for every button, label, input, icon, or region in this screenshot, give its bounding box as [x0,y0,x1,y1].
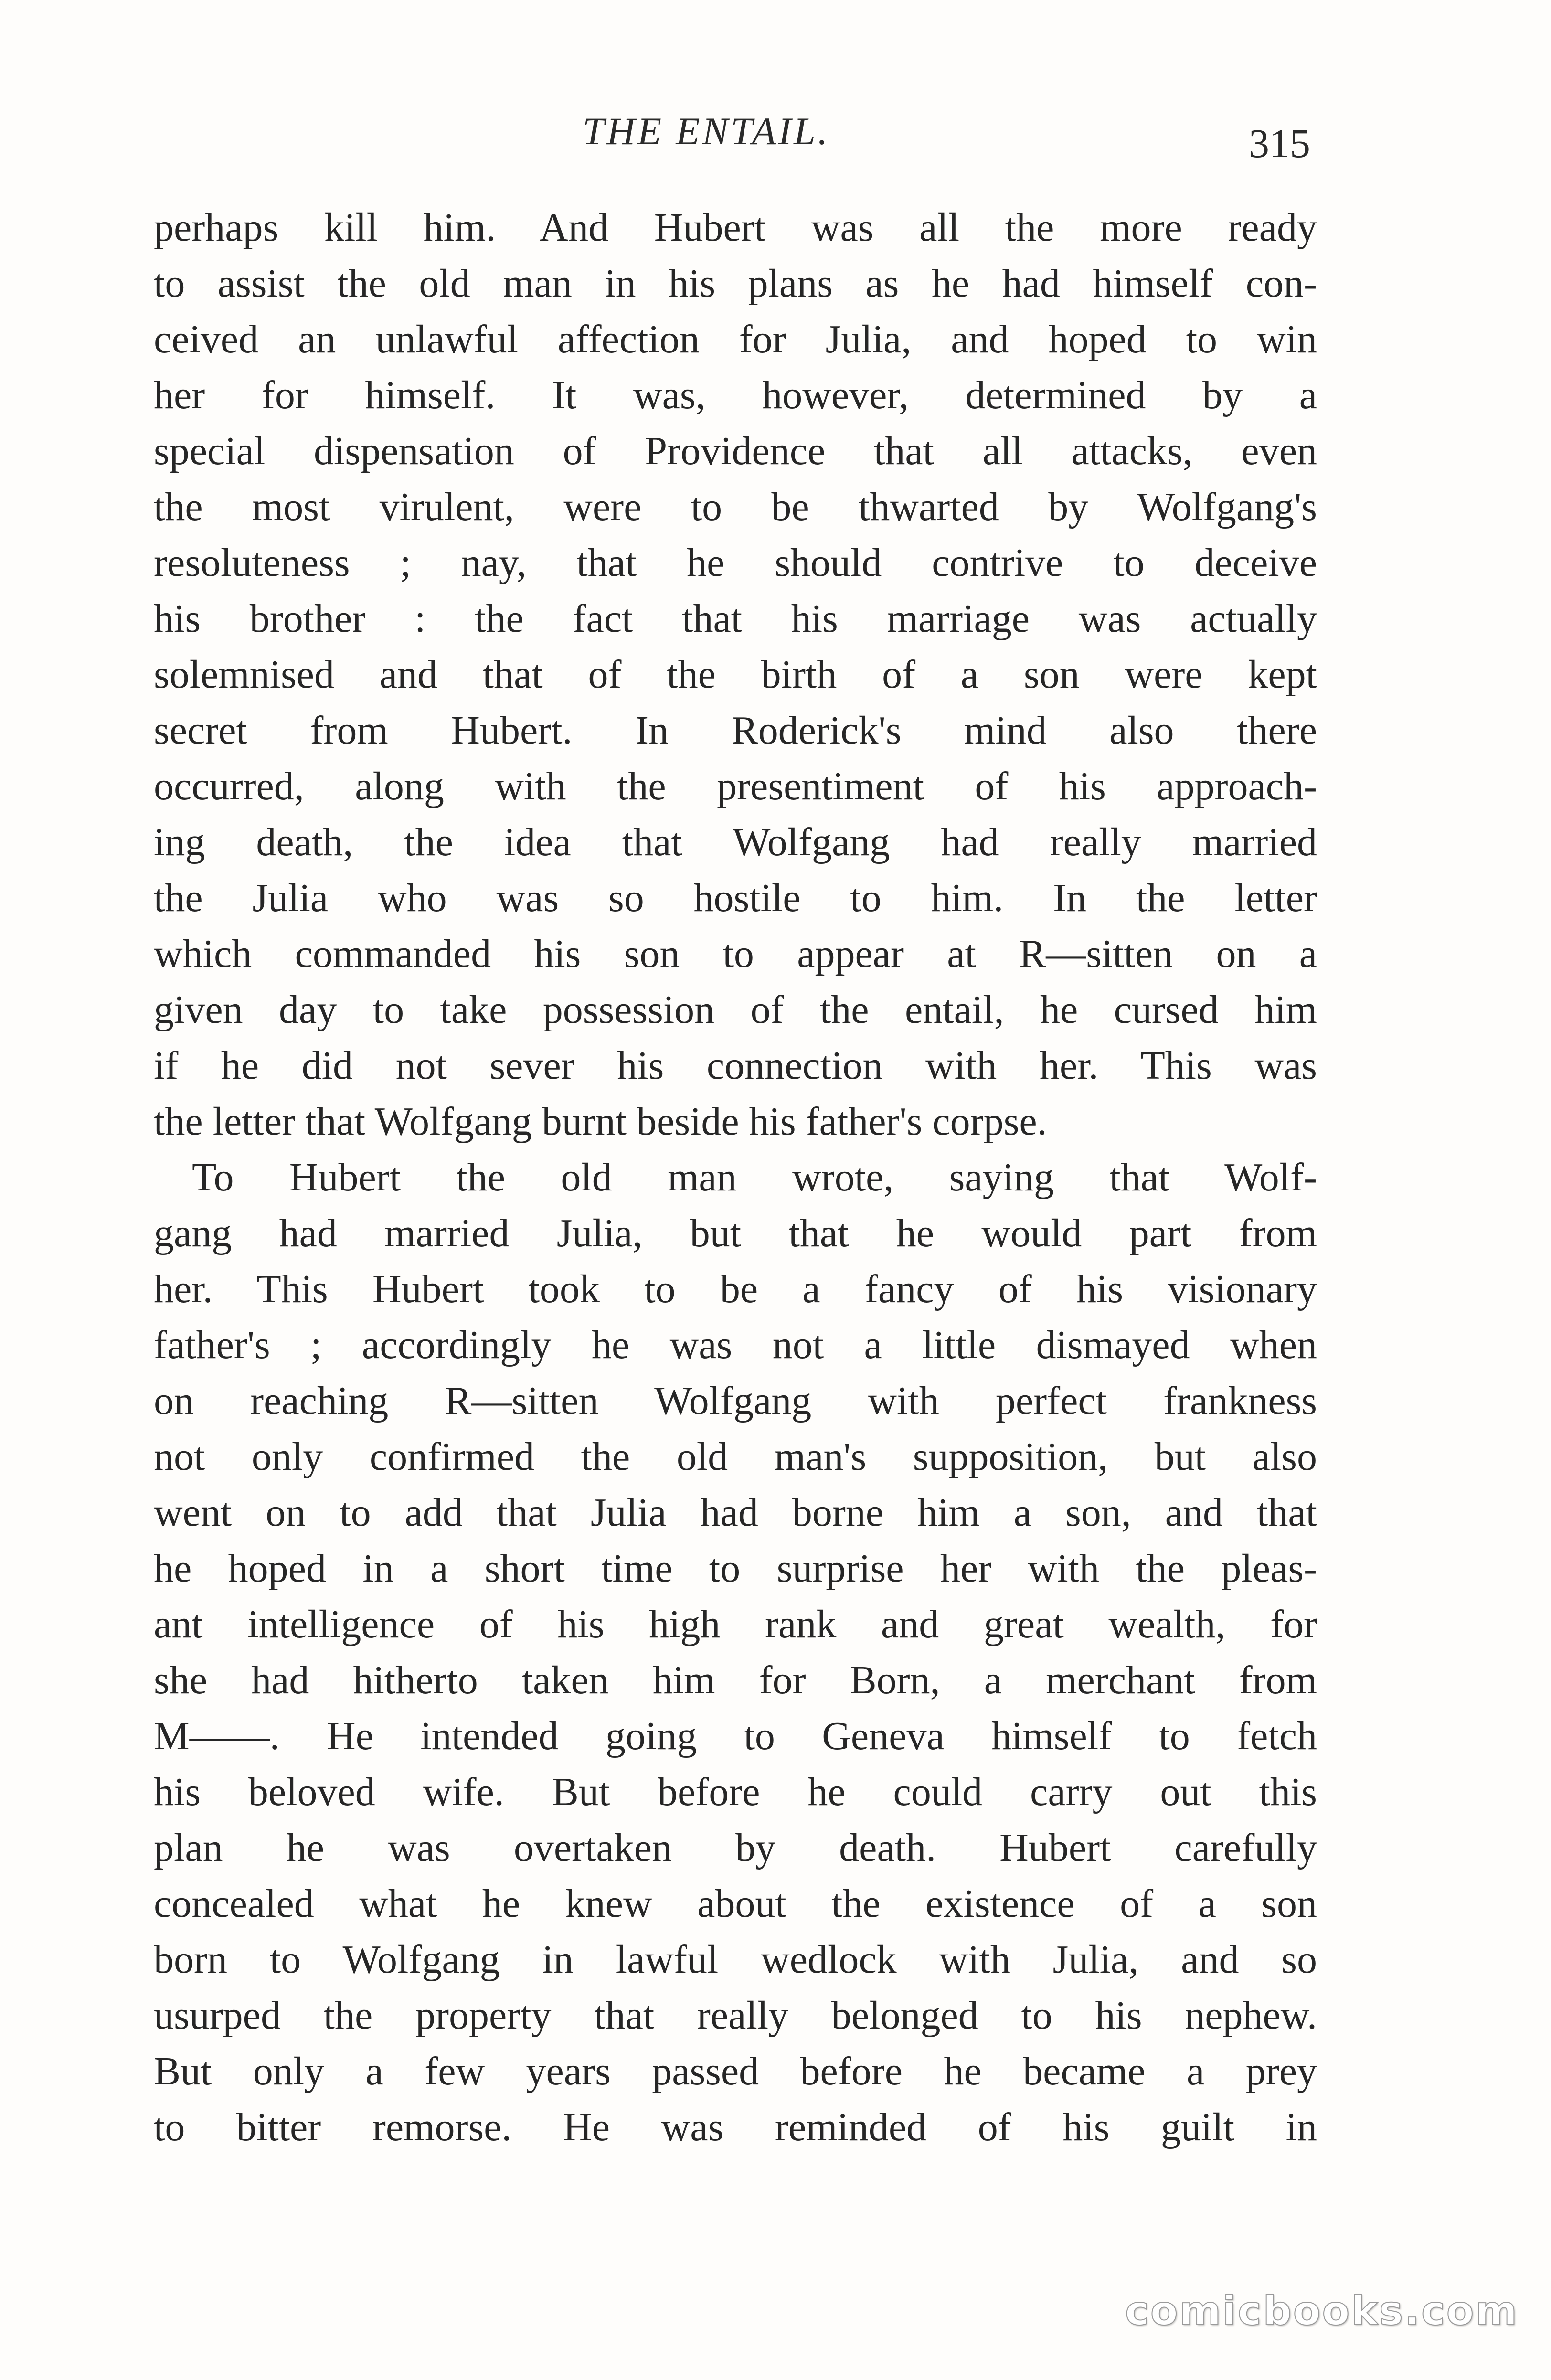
text-line: To Hubert the old man wrote, saying that Wolf- [192,1155,1317,1200]
text-line: gang had married Julia, but that he would part from [154,1211,1317,1255]
text-line: ing death, the idea that Wolfgang had really married [154,820,1317,864]
text-line: went on to add that Julia had borne him a son, and that [154,1490,1317,1535]
text-line: occurred, along with the presentiment of his approach- [154,764,1317,808]
watermark: comicbooks.com [1125,2287,1519,2334]
text-line: the most virulent, were to be thwarted by Wolfgang's [154,485,1317,529]
text-line: she had hitherto taken him for Born, a merchant from [154,1658,1317,1702]
text-line: concealed what he knew about the existence of a son [154,1881,1317,1926]
text-line: the Julia who was so hostile to him. In the letter [154,876,1317,920]
text-line: solemnised and that of the birth of a son were kept [154,652,1317,697]
text-line: to bitter remorse. He was reminded of his guilt in [154,2105,1317,2149]
text-line: given day to take possession of the entail, he cursed him [154,988,1317,1032]
text-line: resoluteness ; nay, that he should contrive to deceive [154,541,1317,585]
text-line: to assist the old man in his plans as he had himself con- [154,261,1317,306]
text-line: perhaps kill him. And Hubert was all the more ready [154,205,1317,250]
text-line: he hoped in a short time to surprise her with the pleas- [154,1546,1317,1591]
body-text [154,200,1317,2155]
text-line: her for himself. It was, however, determined by a [154,373,1317,417]
text-line: if he did not sever his connection with her. This was [154,1043,1317,1088]
text-line: But only a few years passed before he became a prey [154,2049,1317,2093]
text-line: not only confirmed the old man's supposition, but also [154,1434,1317,1479]
text-line: on reaching R—sitten Wolfgang with perfect frankness [154,1379,1317,1423]
running-title: THE ENTAIL. [583,109,830,153]
text-line: ant intelligence of his high rank and great wealth, for [154,1602,1317,1647]
text-line: born to Wolfgang in lawful wedlock with Julia, and so [154,1937,1317,1982]
text-line: which commanded his son to appear at R—sitten on a [154,932,1317,976]
text-line: his beloved wife. But before he could carry out this [154,1770,1317,1814]
text-line: father's ; accordingly he was not a little dismayed when [154,1323,1317,1367]
text-line: usurped the property that really belonged to his nephew. [154,1993,1317,2038]
text-line: special dispensation of Providence that all attacks, even [154,429,1317,473]
text-line: secret from Hubert. In Roderick's mind also there [154,708,1317,753]
text-line: M——. He intended going to Geneva himself to fetch [154,1714,1317,1758]
text-line: ceived an unlawful affection for Julia, and hoped to win [154,317,1317,361]
text-line: plan he was overtaken by death. Hubert carefully [154,1826,1317,1870]
text-line: her. This Hubert took to be a fancy of his visionary [154,1267,1317,1311]
text-line: his brother : the fact that his marriage was actually [154,596,1317,641]
text-line: the letter that Wolfgang burnt beside his father's corpse. [154,1099,1047,1144]
page-number: 315 [1249,120,1310,166]
